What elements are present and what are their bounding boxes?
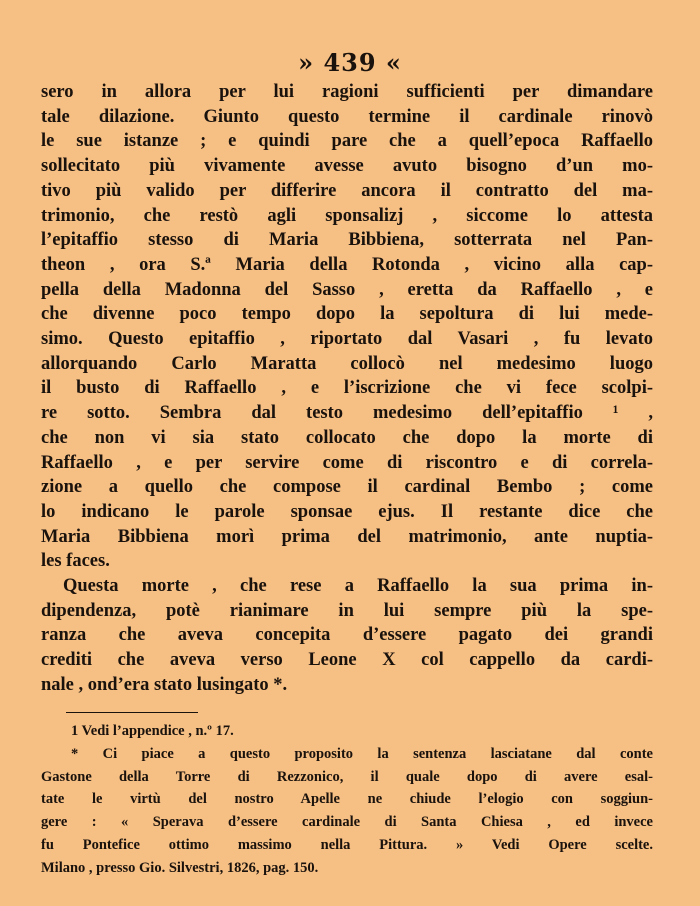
text-line: il busto di Raffaello , e l’iscrizione che vi fece scolpi- xyxy=(41,378,653,399)
footnote-line: Milano , presso Gio. Silvestri, 1826, pag. 150. xyxy=(41,859,319,876)
text-line: sollecitato più vivamente avesse avuto bisogno d’un mo- xyxy=(41,156,653,177)
footnote-divider xyxy=(66,712,198,713)
footnote-line: fu Pontefice ottimo massimo nella Pittura. » Vedi Opere scelte. xyxy=(41,836,653,853)
right-ornament: « xyxy=(385,48,402,77)
text-line: Questa morte , che rese a Raffaello la sua prima in- xyxy=(63,576,653,597)
text-line: allorquando Carlo Maratta collocò nel medesimo luogo xyxy=(41,353,653,374)
text-line: Raffaello , e per servire come di riscontro e di correla- xyxy=(41,452,653,473)
text-line: zione a quello che compose il cardinal Bembo ; come xyxy=(41,477,653,498)
text-line: lo indicano le parole sponsae ejus. Il restante dice che xyxy=(41,501,653,522)
left-ornament: » xyxy=(298,48,315,77)
page-header xyxy=(0,48,700,77)
text-line: le sue istanze ; e quindi pare che a quell’epoca Raffaello xyxy=(41,131,653,152)
text-line: nale , ond’era stato lusingato *. xyxy=(41,674,288,695)
footnote-line: tate le virtù del nostro Apelle ne chiude l’elogio con soggiun- xyxy=(41,791,653,808)
page-number: 439 xyxy=(323,48,377,77)
text-line: sero in allora per lui ragioni sufficienti per dimandare xyxy=(41,82,653,102)
text-line: re sotto. Sembra dal testo medesimo dell’epitaffio ¹ , xyxy=(41,403,653,424)
text-line: simo. Questo epitaffio , riportato dal Vasari , fu levato xyxy=(41,329,653,350)
footnote-line: 1 Vedi l’appendice , n.º 17. xyxy=(71,723,234,739)
text-line: ranza che aveva concepita d’essere pagato dei grandi xyxy=(41,625,653,646)
footnote-line: gere : « Sperava d’essere cardinale di Santa Chiesa , ed invece xyxy=(41,814,653,831)
text-line: les faces. xyxy=(41,551,110,572)
footnote-line: * Ci piace a questo proposito la sentenza lasciatane dal conte xyxy=(71,745,653,762)
text-line: tale dilazione. Giunto questo termine il cardinale rinovò xyxy=(41,106,653,127)
footnote-line: Gastone della Torre di Rezzonico, il quale dopo di avere esal- xyxy=(41,768,653,785)
footnotes xyxy=(41,720,653,880)
text-line: crediti che aveva verso Leone X col cappello da cardi- xyxy=(41,650,653,671)
text-line: che non vi sia stato collocato che dopo la morte di xyxy=(41,427,653,448)
text-line: l’epitaffio stesso di Maria Bibbiena, sotterrata nel Pan- xyxy=(41,230,653,251)
text-line: trimonio, che restò agli sponsalizj , siccome lo attesta xyxy=(41,205,653,226)
text-line: tivo più valido per differire ancora il contratto del ma- xyxy=(41,180,653,201)
text-line: Maria Bibbiena morì prima del matrimonio, ante nuptia- xyxy=(41,526,653,547)
text-line: dipendenza, potè rianimare in lui sempre più la spe- xyxy=(41,600,653,621)
text-line: theon , ora S.ª Maria della Rotonda , vicino alla cap- xyxy=(41,254,653,275)
text-line: pella della Madonna del Sasso , eretta da Raffaello , e xyxy=(41,279,653,300)
main-text xyxy=(41,80,653,698)
text-line: che divenne poco tempo dopo la sepoltura di lui mede- xyxy=(41,304,653,325)
